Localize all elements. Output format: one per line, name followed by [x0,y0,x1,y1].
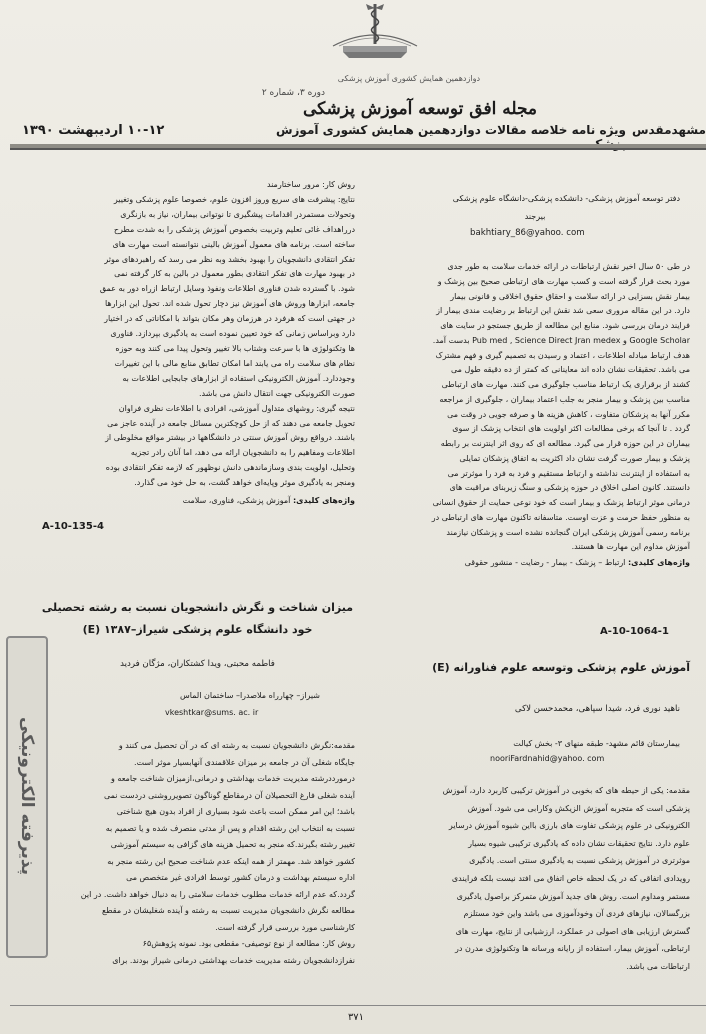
body-text-line: نتایج: پیشرفت های سریع وروز افزون علوم، خصوصا علوم پزشکی وتغییر [113,194,355,204]
article-0-results [30,178,355,491]
article-3-title [40,597,355,641]
keywords-0-value: آموزش پزشکی، فناوری، سلامت [182,496,291,505]
body-text-line: مستمر ومداوم است. روش های جدید آموزش متمرکز براصول یادگیری [456,891,690,901]
body-text-line: پزشکی است که متجربه آموزش الزیکش وکارابی می شود. آموزش [467,803,690,813]
body-text-line: الکترونیکی در علوم پزشکی تفاوت های بارزی بااین شیوه آموزش درسایر [448,821,690,831]
body-text-line: دارد. در این مقاله مروری سعی شد نقش این ارتباط بر رضایت مندی بیمار از [436,306,690,316]
body-text-line: رویدادی اتفاقی که در یک لحظه خاص اتفاق می افتد نیست بلکه فرایندی [451,873,690,883]
body-text-line: تحویل جامعه می دهند که از حل کوچکترین مسائل جامعه در آینده عاجز می [107,418,355,428]
body-text-line: بزرگسالان، نیازهای فردی آن وخودآموزی می باشد واین خود مستلزم [463,909,690,919]
body-text-line: وجوددارد. آموزش الکترونیکی استفاده از ابزارهای جابجایی اطلاعات به [122,373,355,383]
article-2-authors: ناهید نوری فرد، شیدا سپاهی، محمدحسن لاکی [514,704,680,714]
body-text-line: هدف ارتباط مبادله اطلاعات ، اعتماد و رسیدن به تصمیم گیری و فهم مشترک [435,350,690,360]
body-text-line: در طی ۵۰ سال اخیر نقش ارتباطات در ارائه خدمات سلامت به طور جدی [447,262,690,271]
body-text-line: اداره سیستم بهداشت و درمان کشور توسط افرادی غیر متخصص می [126,873,355,882]
body-text-line: ساخته است. برنامه های معمول آموزش بالینی نتوانسته است مهارت های [112,239,355,249]
body-text-line: درراهداف غائی تعلیم وتربیت بخصوص آموزش پزشکی را به شدت مطرح [113,224,355,234]
article-code-0: A-10-135-4 [42,521,104,532]
body-text-line: اطلاعات ومفاهیم را به دانشجویان ارائه می دهد، اما آنان رادر تجزیه [130,448,355,458]
article-2-affiliation: بیمارستان قائم مشهد- طبقه منهای ۳- بخش کیالت [513,739,680,748]
body-text-line: کارشناسی مورد بررسی قرار گرفته است. [215,922,355,932]
body-text-line: به منظور حفظ حرمت و عزت اوست. متاسفانه تاکنون مهارت های ارتباطی در [431,512,690,522]
body-text-line: نظام های سلامت راه می یابند اما امکان تطابق منابع مالی با این تغییرات [114,358,355,368]
conference-date: ۱۰-۱۲ اردیبهشت ۱۳۹۰ [22,123,165,138]
body-text-line: مکرر آنها به پزشکان متفاوت ، کاهش هزینه ها و صرفه جویی در وقت می [447,409,690,419]
body-text-line: نتیجه گیری: روشهای متداول آموزشی، افرادی با اطلاعات نظری فراوان [118,403,355,413]
article-3-title-line1: میزان شناخت و نگرش دانشجویان نسبت به رشته تحصیلی [41,601,354,614]
body-text-line: دانستند. کانون اصلی اخلاق در حوزه پزشکی و سنگ زیربنای مراقبت های [449,483,690,493]
body-text-line: شود. با گسترده شدن فناوری اطلاعات ونفوذ وسایل ارتباط ازراه دور به عمق [99,284,355,294]
body-text-line: جامعه، ابزارها وروش های آموزش نیز دچار تحول شده اند. تحول این ابزارها [104,299,355,309]
body-text-line: می باشد. تحقیقات نشان داده اند معاینانی که کمتر از ده دقیقه طول می [450,365,690,375]
header-rule [10,144,706,150]
body-text-line: باشد؛ این امر ممکن است باعث شود بسیاری از افراد بدون هیچ شناختی [116,807,355,816]
body-text-line: وتحلیل، اولویت بندی وسازماندهی دانش نوظهور که لازمه تفکر انتقادی بوده [105,463,355,473]
body-text-line: موثرتری در آموزش پزشکی نسبت به یادگیری سنتی است. یادگیری [469,856,690,866]
affiliation-1 [390,190,680,226]
affiliation-1-line1: دفتر توسعه آموزش پزشکی- دانشکده پزشکی-دانشگاه علوم پزشکی [452,194,680,203]
footer-rule [10,1005,706,1006]
body-text-line: گردد.که عدم ارائه خدمات مطلوب خدمات سلامتی را به دنبال خواهد داشت. در این [80,889,355,899]
email-3: vkeshtkar@sums. ac. ir [165,708,259,717]
journal-subtitle: ویژه نامه خلاصه مقالات دوازدهمین همایش کشوری آموزش [275,123,626,137]
body-text-line: مورد بحث قرار گرفته است و کسب مهارت های ارتباطی صحیح بین پزشک و [437,276,690,286]
body-text-line: ها وتکنولوژی ها با سرعت وشتاب بالا تغییر وتحول پیدا می کنند وبه حوزه [115,343,355,353]
body-text-line: مناسب بین پزشک و بیمار منجر به جلب اعتماد بیماران ، جلوگیری از مراجعه [439,394,690,404]
body-text-line: Google Scholar و Pub med , Science Direct Jran medex بدست آمد. [432,335,690,345]
article-code-1: A-10-1064-1 [600,626,669,637]
keywords-1-label: واژه‌های کلیدی: [627,558,690,567]
body-text-line: علوم دارد. نتایج تحقیقات نشان داده که یادگیری ترکیبی شیوه بسیار [468,838,690,848]
body-text-line: برنامه رسمی آموزش پزشکی ایران گنجانده نشده است و پزشکان نیازمند [446,527,690,537]
body-text-line: بیمار نقش بسزایی در ارائه سلامت و احقاق حقوق اخلاقی و قانونی بیمار [450,291,690,301]
keywords-0-label: واژه‌های کلیدی: [292,496,355,505]
keywords-1-value: ارتباط – پزشک - بیمار - رضایت - منشور حقوقی [464,558,626,567]
journal-title: مجله افق توسعه آموزش پزشکی [302,99,538,119]
body-text-line: مقدمه:نگرش دانشجویان نسبت به رشته ای که در آن تحصیل می کنند و [118,741,355,750]
body-text-line: جایگاه شغلی آن در جامعه بر میزان علاقمندی آنهابسیار موثر است. [133,757,355,767]
body-text-line: روش کار: مطالعه از نوع توصیفی- مقطعی بود. نمونه پژوهش۶۵ [142,939,355,948]
body-text-line: گردد . تا آنجا که برخی مطالعات اکثر اولویت های انتخاب پزشک از سوی [452,424,690,434]
body-text-line: درمورددرشته مدیریت خدمات بهداشتی و درمانی،ازمیزان شناخت جامعه و [111,774,355,783]
keywords-0 [30,494,355,509]
body-text-line: در بهبود مهارت های تفکر انتقادی بطور معمول در بالین به کار گرفته نمی [114,269,355,279]
body-text-line: به استفاده از اینترنت نداشته و ارتباط مستقیم و فرد به فرد را موثرتر می [447,468,690,478]
body-text-line: نسبت به انتخاب این رشته اقدام و پس از مدتی منصرف شده و یا تصمیم به [105,823,355,833]
body-text-line: دارد وبراساس زمانی که خود تعیین نموده است به یادگیری بپردازد. فناوری [110,329,355,339]
body-text-line: درمانی موثر ارتباط پزشک و بیمار است که خود نوعی حمایت از حقوق انسانی [432,498,690,507]
body-text-line: باشند. درواقع روش آموزش سنتی در دانشگاهها در بیشتر مواقع مخلوطی از [105,433,355,443]
body-text-line: فرایند درمان بررسی شود. منابع این مطالعه از طریق جستجو در سایت های [440,321,690,330]
body-text-line: کشور خواهد شد. مهمتر از همه اینکه عدم شناخت صحیح این رشته منجر به [107,856,355,866]
body-text-line: گسترش ارزیابی های اصولی در عملکرد، ارزشیابی از نتایج، مهارت های [455,926,690,936]
article-3-title-line2: خود دانشگاه علوم پزشکی شیراز–۱۳۸۷ (E) [82,623,313,636]
body-text-line: در جهتی است که هرفرد در هرزمان وهر مکان بتواند با امکاناتی که در اختیار [104,314,355,324]
body-text-line: نفرازدانشجویان رشته مدیریت خدمات بهداشتی درمانی شیراز بودند. برای [112,955,355,965]
email-2: nooriFardnahid@yahoo. com [490,754,605,763]
volume-issue: دوره ۳، شماره ۲ [261,88,325,98]
side-tab [6,636,48,958]
conference-logo [325,2,425,66]
email-1: bakhtiary_86@yahoo. com [470,228,585,238]
keywords-1 [390,556,690,571]
body-text-line: تفکر انتقادی دانشجویان را بهبود بخشد وبه نظر می رسد که راهبردهای موثر [104,254,355,264]
page-number: ۳۷۱ [347,1012,365,1023]
body-text-line: آموزش مداوم این مهارت ها هستند. [571,542,690,552]
article-3-authors: فاطمه محبتی، ویدا کشتکاران، مژگان فردید [120,659,275,669]
article-3-body [60,738,355,969]
body-text-line: ومنجر به یادگیری موثر وپایه‌ای خواهد گشت، به حل خود می گذارد. [134,478,355,488]
article-3-affiliation: شیراز– چهارراه ملاصدرا– ساختمان الماس [179,691,320,700]
affiliation-1-line2: بیرجند [524,212,546,221]
body-text-line: صورت الکترونیکی جهت انتقال دانش می باشد. [199,388,355,398]
body-text-line: پزشک و بیمار صورت گرفت نشان داد اکثریت به اتفاق پزشکان تمایلی [459,453,690,463]
body-text-line: وتحولات مستمردر اقدامات پیشگیری تا نوتوانی بیماران، نیاز به بازنگری [120,209,355,219]
body-text-line: بیماران در این حوزه قرار می گیرد. مطالعه ای که روی اثر اینترنت بر رابطه [440,439,690,448]
body-text-line: تغییر رشته بگیرند.که منجر به تحمیل هزینه های گزافی به سیستم آموزشی [110,840,355,849]
article-1-body [362,260,690,555]
body-text-line: روش کار: مرور ساختارمند [266,180,355,189]
body-text-line: مقدمه: یکی از حیطه های که بخوبی در آموزش ترکیبی کاربرد دارد، آموزش [442,786,690,795]
body-text-line: آینده شغلی فارغ التحصیلان آن درمقاطع گوناگون تصویرروشنی دردست نمی [103,790,355,800]
conference-name-line: دوازدهمین همایش کشوری آموزش پزشکی [337,74,480,83]
conference-city: مشهدمقدس [631,123,706,137]
side-tab-label: پذیرفته الکترونیکی [17,716,37,876]
article-2-body [362,782,690,976]
article-2-title: آموزش علوم پزشکی وتوسعه علوم فناورانه (E) [432,661,690,674]
body-text-line: ارتباطی، آموزش بیمار، استفاده از رایانه ورسانه ها وتکنولوژی مدرن در [455,944,690,954]
body-text-line: مطالعه نگرش دانشجویان مدیریت نسبت به رشته و آینده شغلیشان در مقطع [101,906,355,915]
body-text-line: کشند از برقراری یک ارتباط مناسب جلوگیری می کنند. مهارت های ارتباطی [441,380,690,389]
body-text-line: ارتباطات می باشد. [626,961,690,971]
